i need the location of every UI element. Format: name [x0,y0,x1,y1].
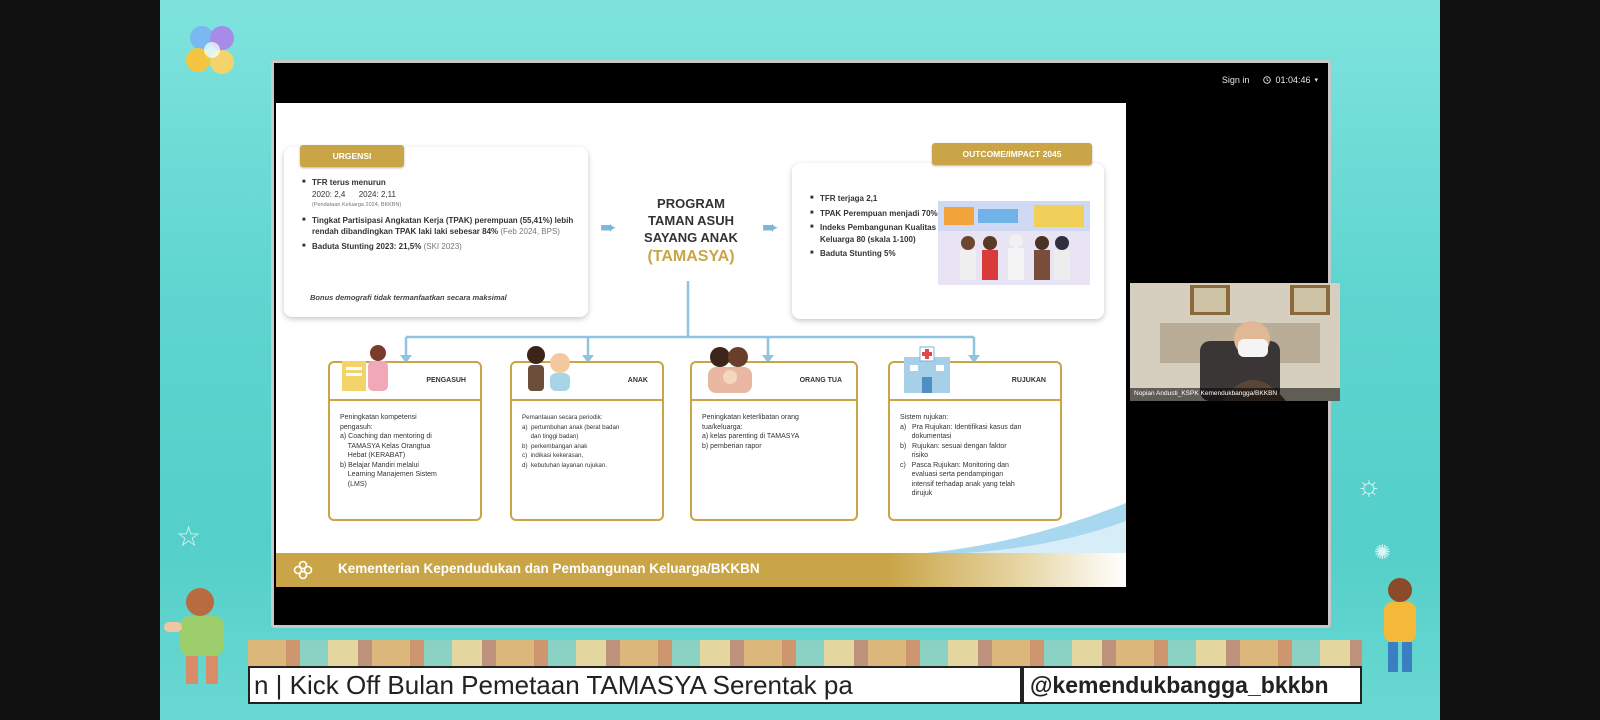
urgensi-note: Bonus demografi tidak termanfaatkan secara maksimal [310,293,507,302]
speaker-name: Nopian Andusti_KSPK Kemendukbangga/BKKBN [1130,388,1340,401]
box-body: Sistem rujukan: a) Pra Rujukan: Identifikasi kasus dan dokumentasi b) Rujukan: sesuai dengan faktor risiko c) Pasca Rujukan: Monitoring dan evaluasi serta pendampingan intensif terhadap anak yang telah dirujuk [900,414,1022,497]
child-illustration-icon [1370,572,1430,682]
orang-tua-box [690,361,858,521]
arrow-right-icon: ➨ [762,217,779,239]
urgensi-item: ■ Baduta Stunting 2023: 21,5% (SKI 2023) [302,241,582,253]
outcome-item: ■ TFR terjaga 2,1 [810,193,940,205]
box-body: Pemantauan secara periodik: a) pertumbuhan anak (berat badan dan tinggi badan) b) perkembangan anak c) indikasi kekerasan, d) kebutuhan layanan rujukan. [522,414,620,469]
presentation-slide [276,103,1126,587]
star-decoration-icon: ☆ [176,521,202,552]
timer-value: 01:04:46 [1275,75,1311,85]
box-body: Peningkatan keterlibatan orang tua/keluarga: a) kelas parenting di TAMASYA b) pemberian rapor [702,414,800,450]
urgensi-item: ■ TFR terus menurun 2020: 2,4 2024: 2,11 (Pendataan Keluarga 2024, BKKBN) [302,177,582,212]
caregiver-illustration-icon [338,343,396,397]
recording-timer[interactable] [1263,75,1318,85]
broadcast-frame [160,0,1440,720]
arrow-right-icon: ➨ [600,217,617,239]
sign-in-link[interactable]: Sign in [1221,75,1250,85]
box-label: ORANG TUA [799,377,842,384]
footer-text: Kementerian Kependudukan dan Pembangunan Keluarga/BKKBN [338,561,760,576]
urgensi-item: ■ Tingkat Partisipasi Angkatan Kerja (TPAK) perempuan (55,41%) lebih rendah dibandingkan TPAK laki laki sebesar 84% (Feb 2024, BPS) [302,215,582,238]
event-logo-icon [176,14,248,86]
speaker-video-icon [1130,283,1340,401]
parents-illustration-icon [700,343,758,397]
social-handle [1022,666,1362,704]
viewer-topbar [1222,63,1328,97]
urgensi-label: URGENSI [300,145,404,167]
children-illustration-icon [520,343,578,397]
pengasuh-box [328,361,482,521]
box-label: RUJUKAN [1011,377,1046,384]
child-illustration-icon [160,582,248,692]
sun-decoration-icon: ☼ [1356,470,1382,501]
bkkbn-logo-icon [292,559,314,581]
rujukan-box [888,361,1062,521]
wave-decoration-icon [926,503,1126,553]
clock-icon [1263,76,1271,84]
outcome-item: ■ TPAK Perempuan menjadi 70% [810,208,940,220]
slide-footer [276,553,1126,587]
outcome-item: ■ Baduta Stunting 5% [810,248,940,260]
speaker-video-tile[interactable] [1130,283,1340,401]
outcome-item: ■ Indeks Pembangunan Kualitas Keluarga 80 (skala 1-100) [810,222,940,245]
anak-box [510,361,664,521]
program-title: PROGRAM TAMAN ASUH SAYANG ANAK (TAMASYA) [644,196,738,265]
news-ticker [248,666,1022,704]
box-body: Peningkatan kompetensi pengasuh: a) Coaching dan mentoring di TAMASYA Kelas Orangtua Hebat (KERABAT) b) Belajar Mandiri melalui Learning Manajemen Sistem (LMS) [340,414,437,488]
box-label: ANAK [627,377,648,384]
ticker-text: n | Kick Off Bulan Pemetaan TAMASYA Serentak pa [254,670,853,700]
handle-text: @kemendukbangga_bkkbn [1030,672,1329,698]
meeting-viewer [271,60,1331,628]
hospital-illustration-icon [898,343,956,397]
swirl-decoration-icon: ✺ [1374,542,1391,564]
chevron-down-icon: ▾ [1314,77,1318,84]
ticker-decoration-strip [248,640,1362,668]
outcome-label: OUTCOME/IMPACT 2045 [932,143,1092,165]
box-label: PENGASUH [426,377,466,384]
